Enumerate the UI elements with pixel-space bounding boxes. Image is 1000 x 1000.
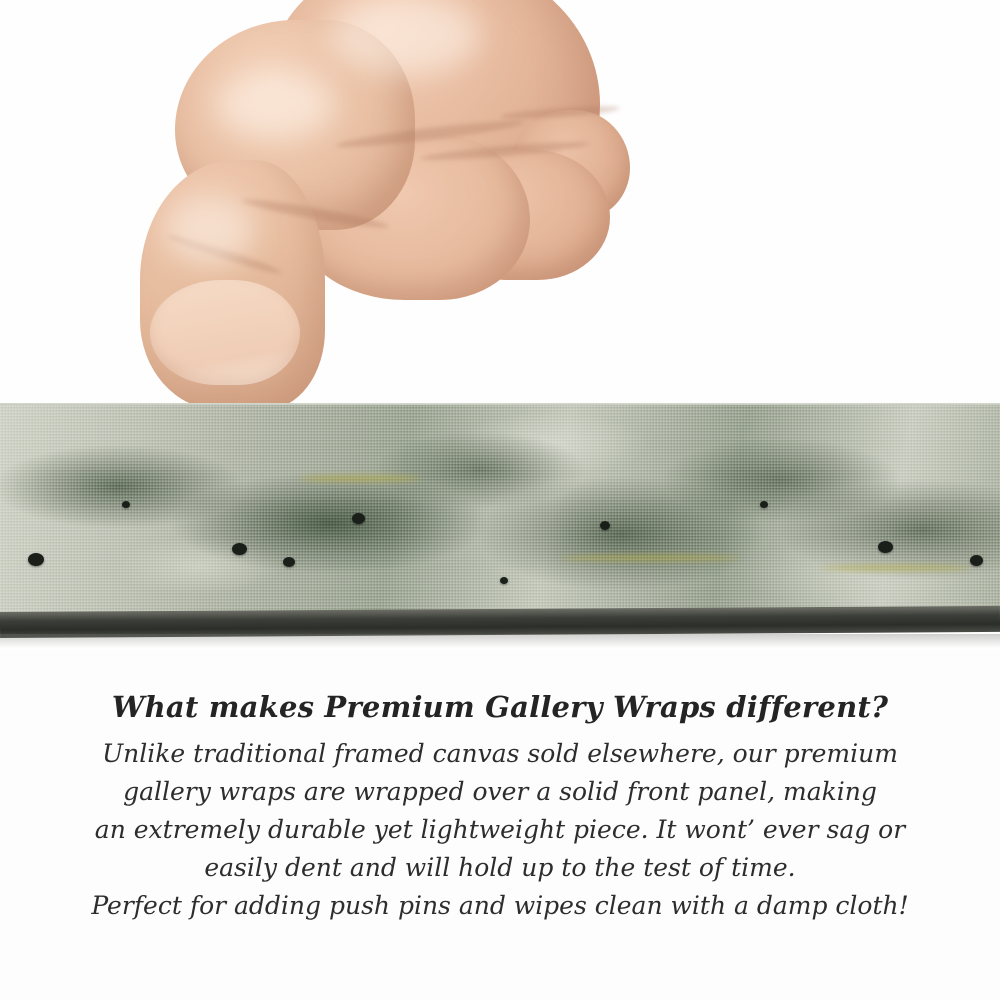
caption-block (0, 690, 1000, 925)
paint-streak (300, 475, 420, 482)
caption-line: an extremely durable yet lightweight piece. It wont’ ever sag or (94, 815, 906, 844)
thumbnail (150, 280, 300, 385)
texture-speck (760, 501, 768, 508)
texture-speck (500, 577, 508, 584)
canvas-drop-shadow (0, 634, 1000, 648)
texture-speck (28, 553, 44, 566)
texture-speck (970, 555, 983, 566)
skin-highlight (165, 195, 255, 265)
texture-speck (232, 543, 247, 555)
paint-streak (820, 565, 970, 571)
caption-line: gallery wraps are wrapped over a solid front panel, making (123, 777, 877, 806)
paint-streak (560, 555, 740, 561)
caption-line: Unlike traditional framed canvas sold elsewhere, our premium (102, 739, 898, 768)
texture-speck (352, 513, 365, 524)
texture-speck (600, 521, 610, 530)
canvas-wrap-edge (0, 405, 1000, 620)
skin-highlight (215, 70, 335, 140)
caption-line: Perfect for adding push pins and wipes clean with a damp cloth! (91, 891, 909, 920)
caption-heading: What makes Premium Gallery Wraps different? (111, 690, 889, 724)
hand-illustration (120, 0, 600, 430)
texture-speck (878, 541, 893, 553)
caption-line: easily dent and will hold up to the test of time. (204, 853, 796, 882)
canvas-weave-texture (0, 405, 1000, 620)
texture-speck (122, 501, 130, 508)
texture-speck (283, 557, 295, 567)
